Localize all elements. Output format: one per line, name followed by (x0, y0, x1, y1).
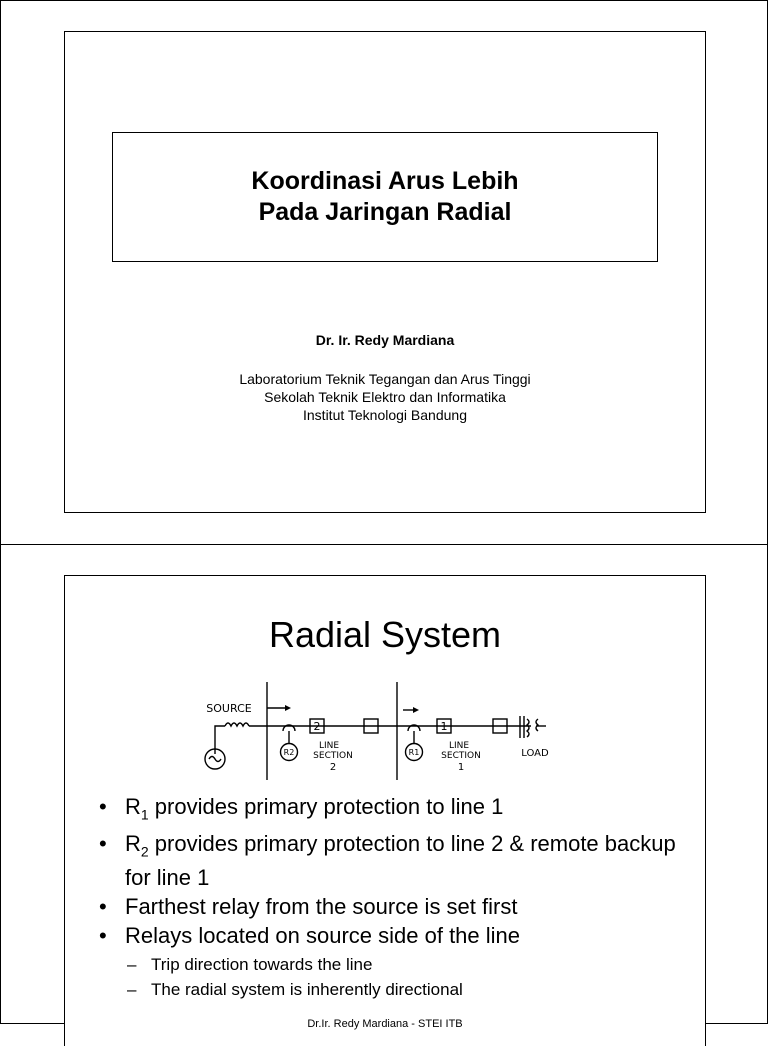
diagram-line-section-1-word-2: SECTION (441, 751, 481, 761)
bullet-symbol: • (99, 794, 107, 819)
diagram-line-section-1-word-1: LINE (448, 741, 470, 751)
title-box (112, 132, 658, 262)
diagram-relay-r1: R1 (408, 748, 420, 757)
diagram-breaker-2: 2 (313, 720, 321, 733)
diagram-line-section-2-number: 2 (329, 762, 337, 773)
slide-title: Radial System (268, 614, 502, 655)
bullet-item (99, 894, 699, 919)
diagram-source-label: SOURCE (206, 702, 252, 715)
bullet-symbol: • (99, 893, 107, 919)
bullet-item (99, 831, 699, 889)
institution-line-3: Institut Teknologi Bandung (303, 407, 467, 423)
diagram-relay-r2: R2 (283, 748, 295, 757)
institution-line-1: Laboratorium Teknik Tegangan dan Arus Tinggi (239, 371, 531, 387)
diagram-line-section-2-word-2: SECTION (313, 751, 353, 761)
slide-2 (64, 575, 706, 1046)
diagram-breaker-1: 1 (440, 720, 448, 733)
sub-bullet-item (127, 952, 699, 977)
slide-footer: Dr.Ir. Redy Mardiana - STEI ITB (307, 1018, 463, 1030)
bullet-item (99, 923, 699, 948)
sub-bullet-text: The radial system is inherently directional (151, 979, 463, 999)
bullet-symbol: • (99, 922, 107, 948)
sub-bullet-item (127, 977, 699, 1002)
title-line-1: Koordinasi Arus Lebih (251, 167, 519, 195)
bullet-text: $R_1$ provides primary protection to line 1 (125, 794, 504, 823)
bullet-item (99, 794, 699, 827)
bullet-text: Farthest relay from the source is set first (125, 893, 518, 919)
bullet-list (99, 794, 699, 1002)
bullet-text: $R_2$ provides primary protection to line 2 & remote backup for line 1 (125, 831, 676, 890)
bullet-text: Relays located on source side of the line (125, 922, 521, 948)
sub-bullet-symbol: – (127, 979, 137, 999)
title-line-2: Pada Jaringan Radial (258, 198, 512, 226)
diagram-line-section-2-word-1: LINE (318, 741, 340, 751)
page-divider (0, 544, 768, 545)
diagram-line-section-1-number: 1 (457, 762, 465, 773)
author-name: Dr. Ir. Redy Mardiana (315, 332, 455, 348)
bullet-symbol: • (99, 831, 107, 857)
slide-1 (64, 31, 706, 513)
diagram-load-label: LOAD (521, 748, 549, 759)
sub-bullet-text: Trip direction towards the line (151, 954, 373, 974)
institution-line-2: Sekolah Teknik Elektro dan Informatika (264, 389, 506, 405)
sub-bullet-symbol: – (127, 954, 137, 974)
radial-system-diagram (201, 682, 621, 782)
